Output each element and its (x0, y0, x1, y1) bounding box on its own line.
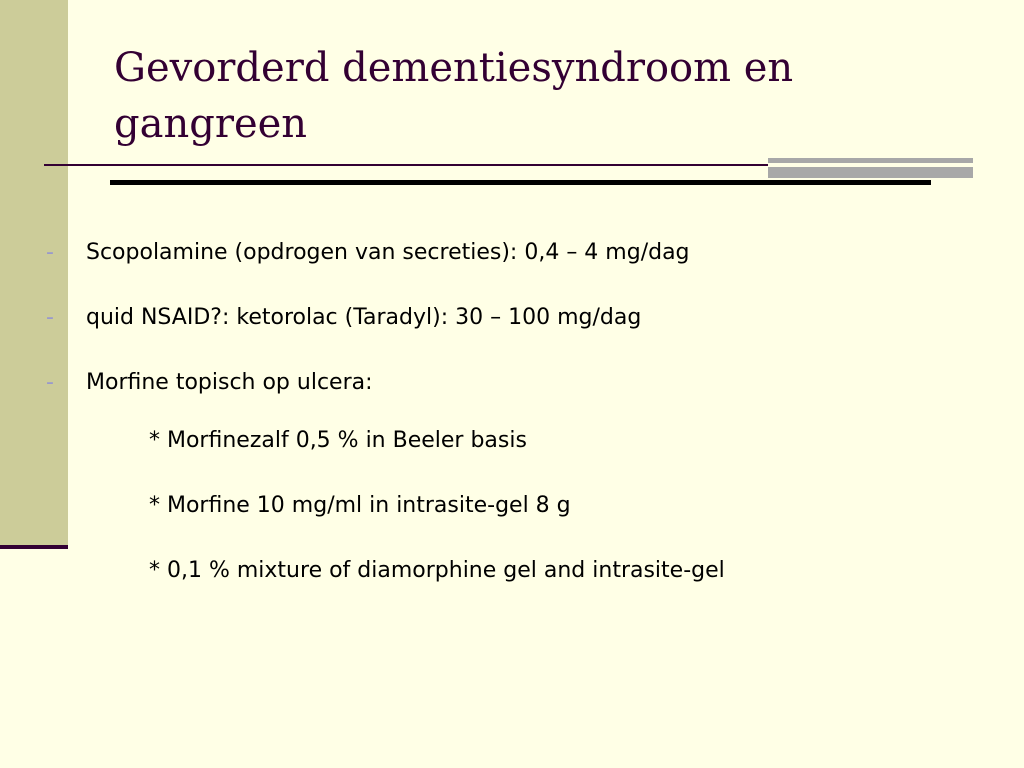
sub-item: * Morfine 10 mg/ml in intrasite-gel 8 g (149, 493, 571, 518)
title-divider-accent (768, 158, 973, 178)
left-band-underline (0, 545, 68, 549)
bullet-item: quid NSAID?: ketorolac (Taradyl): 30 – 100 mg/dag (86, 305, 642, 330)
title-divider-thick (110, 180, 931, 185)
bullet-marker: - (46, 305, 54, 330)
bullet-marker: - (46, 240, 54, 265)
left-accent-band (0, 0, 68, 545)
bullet-marker: - (46, 370, 54, 395)
sub-item: * 0,1 % mixture of diamorphine gel and intrasite-gel (149, 558, 725, 583)
bullet-item: Morfine topisch op ulcera: (86, 370, 373, 395)
slide-title: Gevorderd dementiesyndroom en gangreen (114, 45, 794, 147)
sub-item: * Morfinezalf 0,5 % in Beeler basis (149, 428, 527, 453)
bullet-item: Scopolamine (opdrogen van secreties): 0,4 – 4 mg/dag (86, 240, 690, 265)
